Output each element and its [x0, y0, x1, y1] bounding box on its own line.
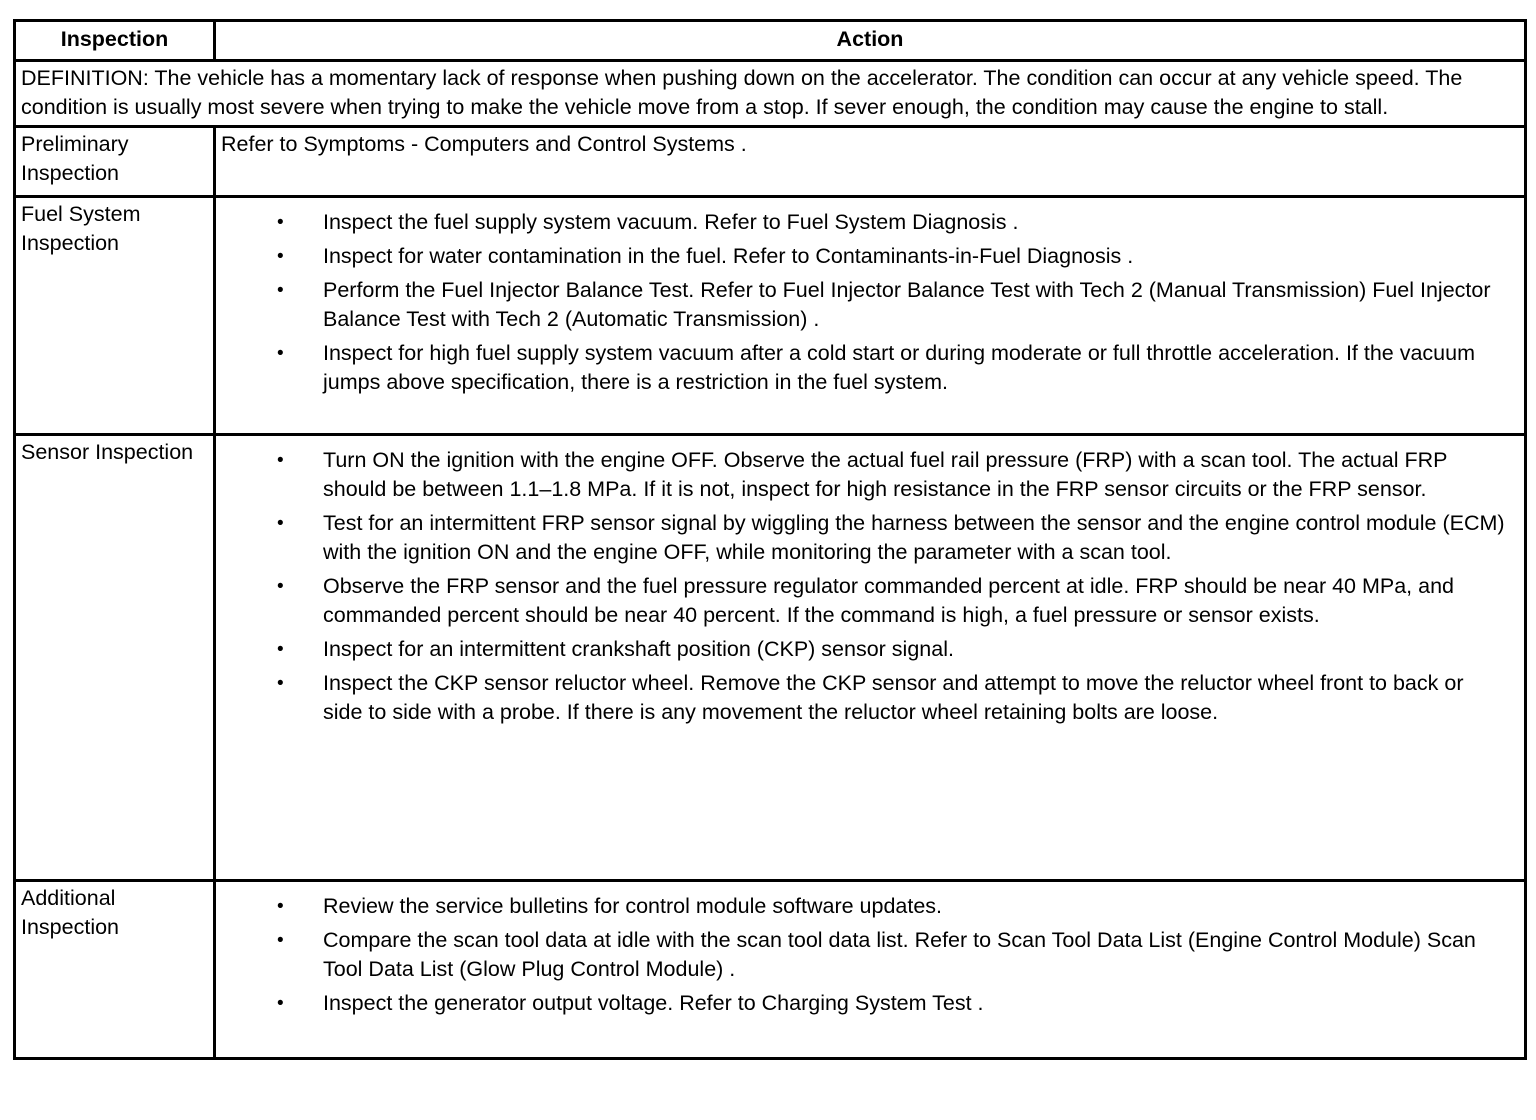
inspection-cell: Additional Inspection: [16, 882, 216, 1060]
list-item-text: Observe the FRP sensor and the fuel pressure regulator commanded percent at idle. FRP should be near 40 MPa, and commanded percent should be near 40 percent. If the command is high, a fuel pressure or sensor exists.: [323, 574, 1454, 627]
action-list: [221, 884, 1519, 1018]
action-cell: Refer to Symptoms - Computers and Control Systems .: [216, 128, 1527, 198]
bullet-icon: •: [277, 513, 284, 534]
list-item: [221, 339, 1519, 397]
inspection-table: [13, 19, 1527, 1060]
header-inspection: Inspection: [16, 22, 216, 62]
list-item-text: Inspect for water contamination in the fuel. Refer to Contaminants-in-Fuel Diagnosis .: [323, 244, 1134, 268]
list-item-text: Inspect the CKP sensor reluctor wheel. Remove the CKP sensor and attempt to move the reluctor wheel front to back or side to side with a probe. If there is any movement the reluctor wheel retaining bolts are loose.: [323, 671, 1464, 724]
list-item: [221, 572, 1519, 630]
list-item: [221, 276, 1519, 334]
table-row: [16, 882, 1527, 1060]
action-cell: [216, 882, 1527, 1060]
bullet-icon: •: [277, 993, 284, 1014]
definition-text: DEFINITION: The vehicle has a momentary lack of response when pushing down on the accelerator. The condition can occur at any vehicle speed. The condition is usually most severe when trying to make the vehicle move from a stop. If sever enough, the condition may cause the engine to stall.: [16, 62, 1527, 128]
list-item-text: Review the service bulletins for control module software updates.: [323, 894, 943, 918]
bullet-icon: •: [277, 639, 284, 660]
inspection-cell: Fuel System Inspection: [16, 198, 216, 436]
table-row: [16, 198, 1527, 436]
list-item-text: Perform the Fuel Injector Balance Test. Refer to Fuel Injector Balance Test with Tech 2 (Manual Transmission) Fuel Injector Balance Test with Tech 2 (Automatic Transmission) .: [323, 278, 1491, 331]
bullet-icon: •: [277, 212, 284, 233]
list-item: [221, 989, 1519, 1018]
list-item: [221, 242, 1519, 271]
list-item: [221, 509, 1519, 567]
bullet-icon: •: [277, 246, 284, 267]
list-item: [221, 446, 1519, 504]
inspection-cell: Sensor Inspection: [16, 436, 216, 882]
action-cell: [216, 198, 1527, 436]
list-item-text: Inspect for an intermittent crankshaft position (CKP) sensor signal.: [323, 637, 954, 661]
bullet-icon: •: [277, 576, 284, 597]
list-item-text: Test for an intermittent FRP sensor signal by wiggling the harness between the sensor and the engine control module (ECM) with the ignition ON and the engine OFF, while monitoring the parameter with a scan tool.: [323, 511, 1505, 564]
table-row: [16, 436, 1527, 882]
bullet-icon: •: [277, 343, 284, 364]
list-item-text: Inspect the fuel supply system vacuum. Refer to Fuel System Diagnosis .: [323, 210, 1019, 234]
header-action: Action: [216, 22, 1527, 62]
list-item: [221, 669, 1519, 727]
bullet-icon: •: [277, 673, 284, 694]
list-item-text: Turn ON the ignition with the engine OFF. Observe the actual fuel rail pressure (FRP) with a scan tool. The actual FRP should be between 1.1–1.8 MPa. If it is not, inspect for high resistance in the FRP sensor circuits or the FRP sensor.: [323, 448, 1448, 501]
action-cell: [216, 436, 1527, 882]
header-row: [16, 22, 1527, 62]
definition-row: [16, 62, 1527, 128]
bullet-icon: •: [277, 930, 284, 951]
list-item: [221, 892, 1519, 921]
table-row: [16, 128, 1527, 198]
bullet-icon: •: [277, 280, 284, 301]
list-item-text: Inspect the generator output voltage. Refer to Charging System Test .: [323, 991, 984, 1015]
bullet-icon: •: [277, 450, 284, 471]
list-item: [221, 926, 1519, 984]
action-list: [221, 438, 1519, 727]
list-item: [221, 635, 1519, 664]
bullet-icon: •: [277, 896, 284, 917]
list-item: [221, 208, 1519, 237]
list-item-text: Inspect for high fuel supply system vacuum after a cold start or during moderate or full throttle acceleration. If the vacuum jumps above specification, there is a restriction in the fuel system.: [323, 341, 1476, 394]
inspection-cell: Preliminary Inspection: [16, 128, 216, 198]
list-item-text: Compare the scan tool data at idle with the scan tool data list. Refer to Scan Tool Data List (Engine Control Module) Scan Tool Data List (Glow Plug Control Module) .: [323, 928, 1476, 981]
action-list: [221, 200, 1519, 397]
